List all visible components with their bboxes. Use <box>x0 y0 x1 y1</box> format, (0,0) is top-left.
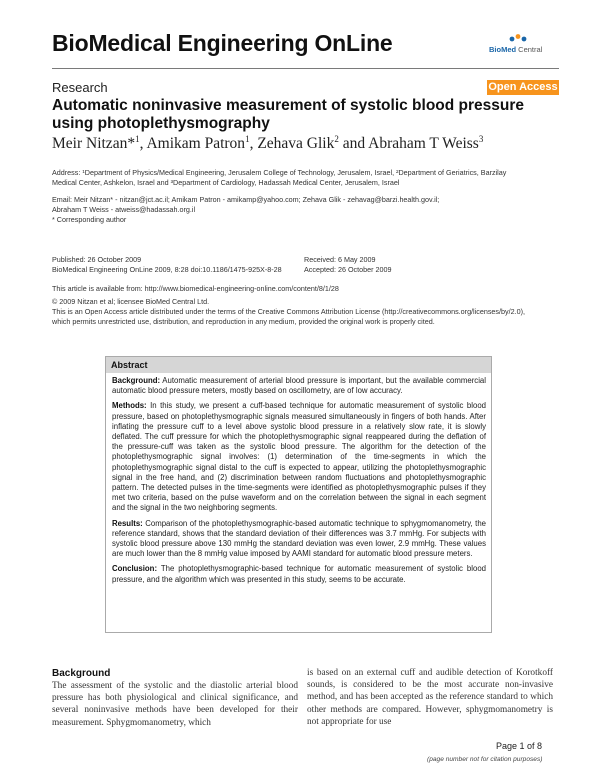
page-number-note: (page number not for citation purposes) <box>427 756 543 763</box>
corresponding-author-note: * Corresponding author <box>52 215 127 224</box>
publisher-name: BioMed Central <box>489 45 543 54</box>
abstract-heading: Abstract <box>106 357 491 373</box>
section-heading-background: Background <box>52 668 111 679</box>
body-column-left: The assessment of the systolic and the diastolic arterial blood pressure has both physiological and clinical significance, and several noninvasive methods have been developed for their measurement. Sphygmomanometry, which <box>52 681 298 728</box>
abstract-methods: Methods: In this study, we present a cuff-based technique for automatic measurement of systolic blood pressure, based on photoplethysmographic signals measured simultaneously in fingers of both hands. After inflating the pressure cuff to a level above systolic blood pressure in a relatively slow rate, it is slowly deflated. The cuff pressure for which the photoplethysmographic signal reappeared during the deflation of the pressure-cuff was taken as the systolic blood pressure. The algorithm for the detection of the photoplethysmographic signal involves: (1) determination of the time-segments in which the photoplethysmographic signal distal to the cuff is expected to appear, utilizing the photoplethysmographic signal in the free hand, and (2) discrimination between random fluctuations and photoplethysmographic pattern. The detected pulses in the time-segments were identified as photoplethysmographic pulses if they met two criteria, based on the pulse waveform and on the correlation between the signal in each segment and the signal in the two neighboring segments. <box>112 401 486 513</box>
page-number: Page 1 of 8 <box>496 741 543 751</box>
author-emails: Email: Meir Nitzan* - nitzan@jct.ac.il; Amikam Patron - amikamp@yahoo.com; Zehava Glik - zehavag@barzi.health.gov.il; Abraham T Weiss - atweiss@hadassah.org.il * Corresponding author <box>52 195 557 225</box>
masthead-divider <box>52 68 559 69</box>
review-dates <box>304 255 554 275</box>
journal-title: BioMedical Engineering OnLine <box>52 30 393 56</box>
abstract-box <box>105 356 492 633</box>
publisher-logo <box>489 33 549 55</box>
abstract-conclusion: Conclusion: The photoplethysmographic-based technique for automatic measurement of systolic blood pressure, and the algorithm which was presented in this study, seems to be accurate. <box>112 564 486 584</box>
publication-info <box>52 255 302 275</box>
affiliations: Address: ¹Department of Physics/Medical Engineering, Jerusalem College of Technology, Jerusalem, Israel, ²Department of Geriatrics, Barzilay Medical Center, Ashkelon, Israel and ³Department of Cardiology, Hadassah Medical Center, Jerusalem, Israel <box>52 168 507 187</box>
accepted-date: Accepted: 26 October 2009 <box>304 265 392 274</box>
author-list: Meir Nitzan*$^1$, Amikam Patron$^1$, Zehava Glik$^2$ and Abraham T Weiss$^3$ <box>52 134 484 153</box>
citation: BioMedical Engineering OnLine 2009, 8:28 doi:10.1186/1475-925X-8-28 <box>52 265 282 274</box>
article-url[interactable]: This article is available from: http://www.biomedical-engineering-online.com/content/8/1/28 <box>52 284 339 293</box>
published-date: Published: 26 October 2009 <box>52 255 142 264</box>
abstract-body <box>112 376 486 590</box>
biomed-central-logo-icon <box>508 33 528 43</box>
article-title: Automatic noninvasive measurement of systolic blood pressure using photoplethysmography <box>52 97 525 132</box>
open-access-badge: Open Access <box>488 81 558 93</box>
copyright-license: © 2009 Nitzan et al; licensee BioMed Central Ltd. This is an Open Access article distributed under the terms of the Creative Commons Attribution License (http://creativecommons.org/licenses/by/2.0), which permits unrestricted use, distribution, and reproduction in any medium, provided the original work is properly cited. <box>52 297 525 326</box>
received-date: Received: 6 May 2009 <box>304 255 376 264</box>
body-column-right: is based on an external cuff and audible detection of Korotkoff sounds, is considered to be the most accurate non-invasive method, and has been accepted as the reference standard to which other methods are compared. However, sphygmomanometry is not appropriate for use <box>307 668 553 727</box>
abstract-background: Background: Automatic measurement of arterial blood pressure is important, but the available commercial automatic blood pressure meters, mostly based on oscillometry, are of low accuracy. <box>112 376 486 396</box>
article-type: Research <box>52 80 108 95</box>
abstract-results: Results: Comparison of the photoplethysmographic-based automatic technique to sphygmomanometry, the reference standard, shows that the standard deviation of their differences was 3.7 mmHg. For subjects with systolic blood pressure above 130 mmHg the standard deviation was even lower, 2.9 mmHg. These values are much lower than the 8 mmHg value imposed by AAMI standard for automatic blood pressure meters. <box>112 518 486 559</box>
